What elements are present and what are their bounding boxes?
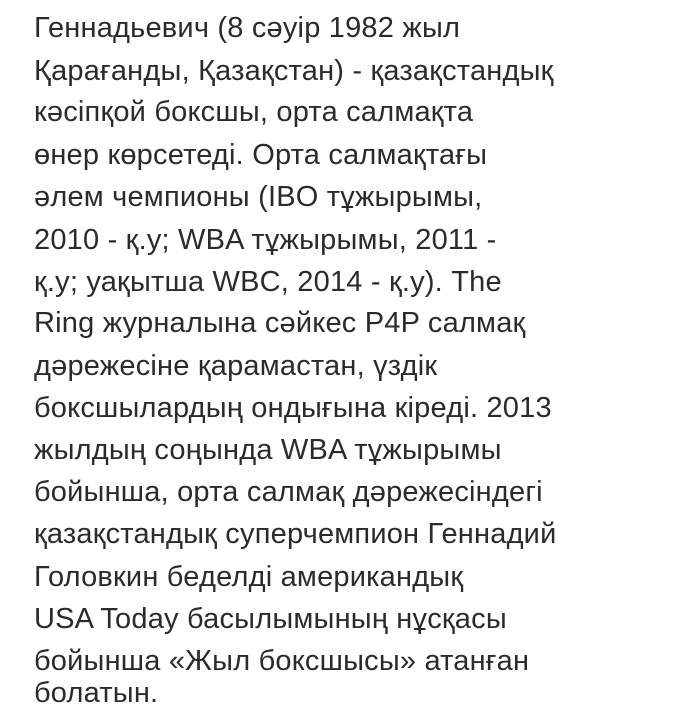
text-line: болатын.: [34, 677, 159, 709]
text-line: әлем чемпионы (IBO тұжырымы,: [34, 181, 483, 213]
text-line: бойынша, орта салмақ дәрежесіндегі: [34, 476, 543, 508]
text-line: бойынша «Жыл боксшысы» атанған: [34, 645, 530, 677]
text-line: боксшылардың ондығына кіреді. 2013: [34, 392, 552, 424]
text-line: Ring журналына сәйкес P4P салмақ: [34, 307, 526, 339]
text-line: кәсіпқой боксшы, орта салмақта: [34, 96, 474, 128]
text-line: өнер көрсетеді. Орта салмақтағы: [34, 139, 488, 171]
text-line: Геннадьевич (8 сәуір 1982 жыл: [34, 12, 461, 44]
text-line: 2010 - қ.у; WBA тұжырымы, 2011 -: [34, 224, 497, 256]
text-line: Головкин беделді американдық: [34, 561, 464, 593]
text-line: дәрежесіне қарамастан, үздік: [34, 350, 438, 382]
text-line: жылдың соңында WBA тұжырымы: [34, 434, 502, 466]
text-line: USA Today басылымының нұсқасы: [34, 603, 507, 635]
text-line: қазақстандық суперчемпион Геннадий: [34, 518, 557, 550]
text-line: Қарағанды, Қазақстан) - қазақстандық: [34, 55, 554, 87]
text-line: қ.у; уақытша WBC, 2014 - қ.у). The: [34, 266, 502, 298]
